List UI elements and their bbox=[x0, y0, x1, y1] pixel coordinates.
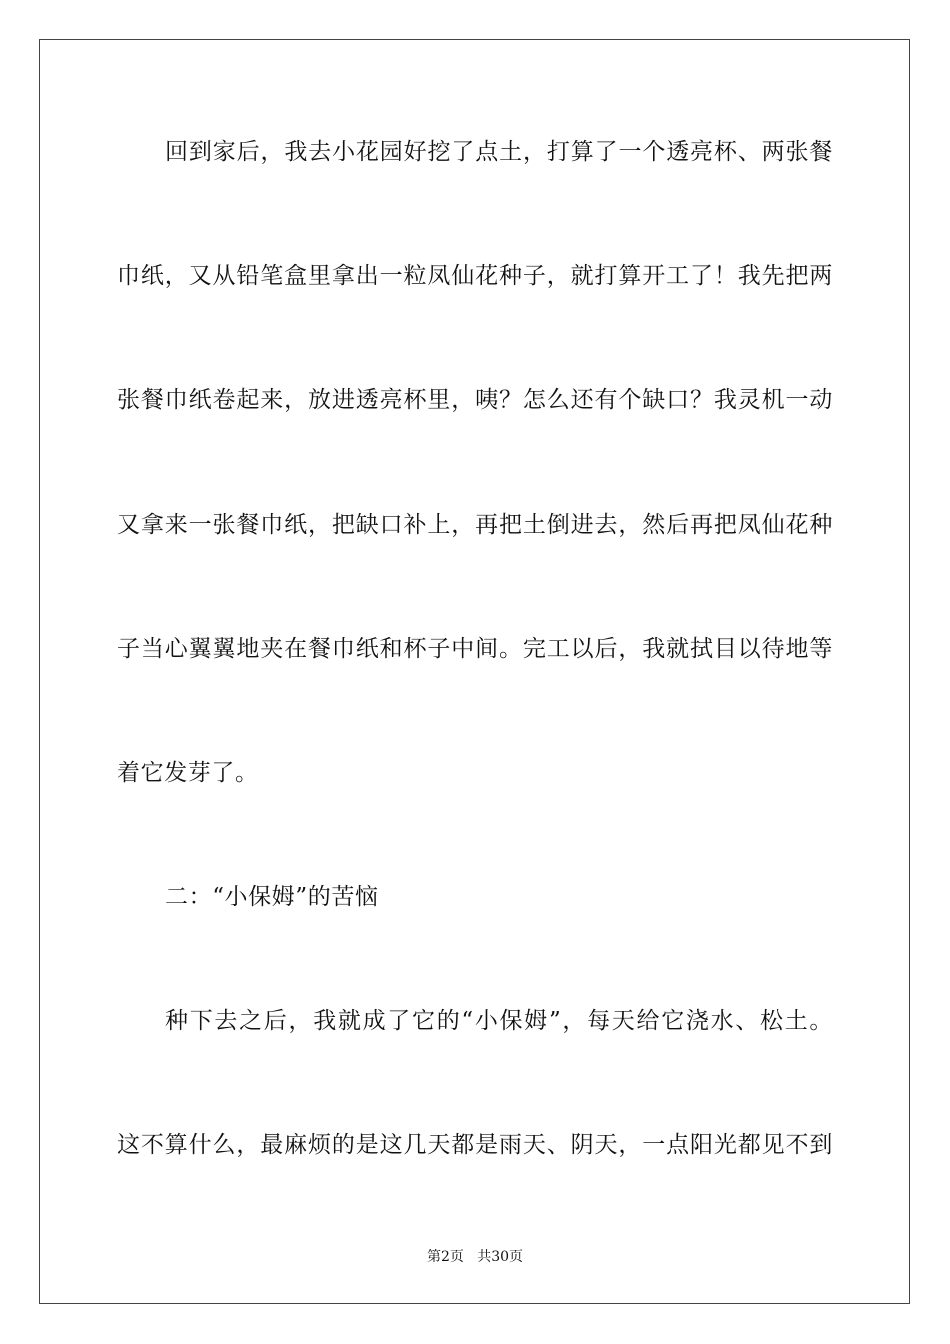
paragraph-line-6: 着它发芽了。 bbox=[117, 760, 259, 786]
paragraph-line-8: 这不算什么，最麻烦的是这几天都是雨天、阴天，一点阳光都见不到 bbox=[117, 1132, 833, 1158]
paragraph-line-5: 子当心翼翼地夹在餐巾纸和杯子中间。完工以后，我就拭目以待地等 bbox=[117, 636, 833, 662]
page-number-footer: 第2页 共30页 bbox=[426, 1249, 524, 1265]
paragraph-line-7: 种下去之后，我就成了它的“小保姆”，每天给它浇水、松土。 bbox=[165, 1008, 833, 1034]
paragraph-line-3: 张餐巾纸卷起来，放进透亮杯里，咦？怎么还有个缺口？我灵机一动 bbox=[117, 387, 833, 413]
section-heading: 二：“小保姆”的苦恼 bbox=[165, 884, 379, 910]
paragraph-line-4: 又拿来一张餐巾纸，把缺口补上，再把土倒进去，然后再把凤仙花种 bbox=[117, 512, 833, 538]
page-border bbox=[39, 39, 910, 1304]
paragraph-line-2: 巾纸，又从铅笔盒里拿出一粒凤仙花种子，就打算开工了！我先把两 bbox=[117, 263, 833, 289]
paragraph-line-1: 回到家后，我去小花园好挖了点土，打算了一个透亮杯、两张餐 bbox=[165, 139, 833, 165]
